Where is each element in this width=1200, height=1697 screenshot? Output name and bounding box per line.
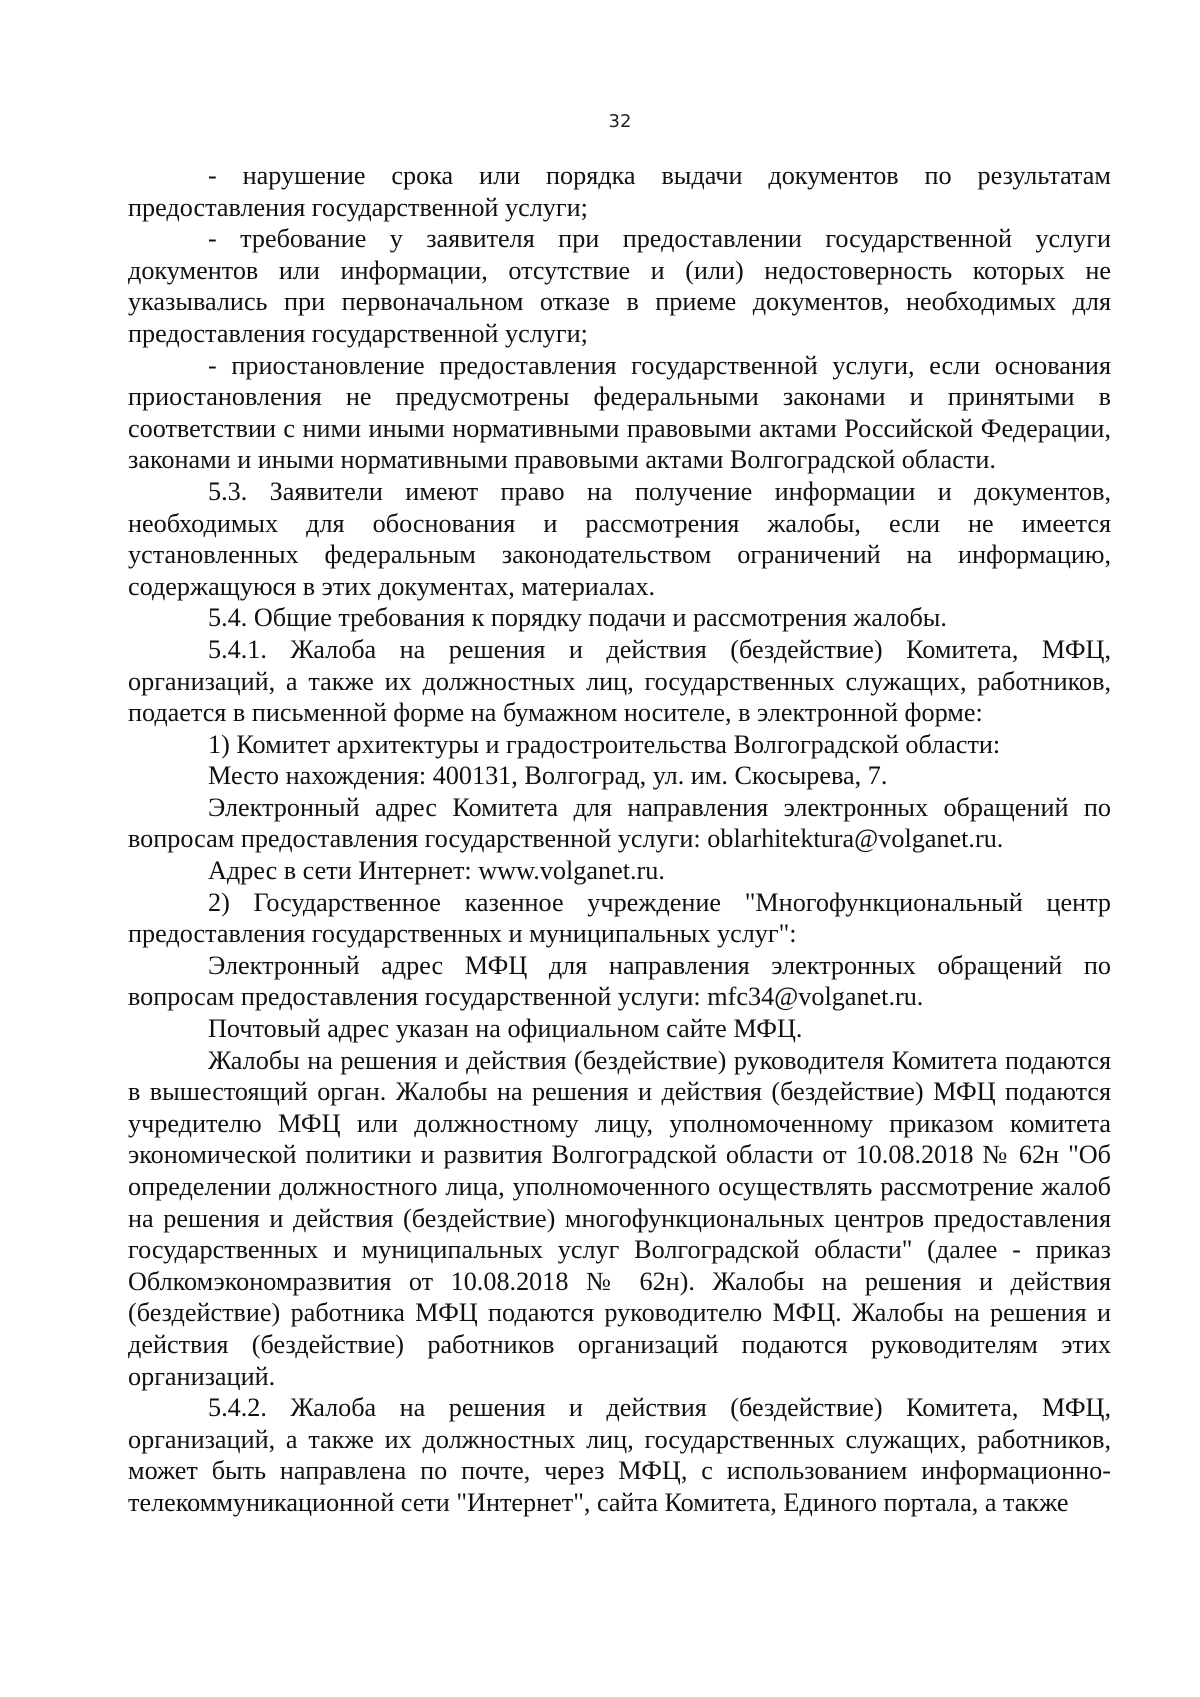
paragraph-requirement-documents: - требование у заявителя при предоставлении государственной услуги документов или информации, отсутствие и (или) недостоверность которых не указывались при первоначальном отказе в приеме документов, необходимых для предоставления государственной услуги; — [128, 224, 1111, 348]
paragraph-5-4-2: 5.4.2. Жалоба на решения и действия (бездействие) Комитета, МФЦ, организаций, а также их должностных лиц, государственных служащих, работников, может быть направлена по почте, через МФЦ, с использованием информационно-телекоммуникационной сети "Интернет", сайта Комитета, Единого портала, а также — [128, 1393, 1111, 1517]
paragraph-violation-issuance: - нарушение срока или порядка выдачи документов по результатам предоставления государственной услуги; — [128, 161, 1111, 222]
paragraph-committee-website: Адрес в сети Интернет: www.volganet.ru. — [208, 856, 665, 886]
paragraph-5-3: 5.3. Заявители имеют право на получение информации и документов, необходимых для обоснования и рассмотрения жалобы, если не имеется установленных федеральным законодательством ограничений на информацию, содержащуюся в этих документах, материалах. — [128, 476, 1111, 601]
paragraph-committee-email: Электронный адрес Комитета для направления электронных обращений по вопросам предоставления государственной услуги: oblarhitektura@volganet.ru. — [128, 792, 1111, 854]
paragraph-mfc-postal: Почтовый адрес указан на официальном сайте МФЦ. — [208, 1014, 803, 1044]
paragraph-suspension: - приостановление предоставления государственной услуги, если основания приостановления не предусмотрены федеральными законами и принятыми в соответствии с ними иными нормативными правовыми актами Российской Федерации, законами и иными нормативными правовыми актами Волгоградской области. — [128, 350, 1111, 475]
paragraph-complaints-routing: Жалобы на решения и действия (бездействие) руководителя Комитета подаются в вышестоящий орган. Жалобы на решения и действия (бездействие) МФЦ подаются учредителю МФЦ или должностному лицу, уполномоченному приказом комитета экономической политики и развития Волгоградской области от 10.08.2018 № 62н "Об определении должностного лица, уполномоченного осуществлять рассмотрение жалоб на решения и действия (бездействие) многофункциональных центров предоставления государственных и муниципальных услуг Волгоградской области" (далее - приказ Облкомэкономразвития от 10.08.2018 № 62н). Жалобы на решения и действия (бездействие) работника МФЦ подаются руководителю МФЦ. Жалобы на решения и действия (бездействие) работников организаций подаются руководителям этих организаций. — [128, 1045, 1111, 1391]
paragraph-mfc-name: 2) Государственное казенное учреждение "Многофункциональный центр предоставления государственных и муниципальных услуг": — [128, 887, 1111, 949]
paragraph-5-4-1: 5.4.1. Жалоба на решения и действия (бездействие) Комитета, МФЦ, организаций, а также их должностных лиц, государственных служащих, работников, подается в письменной форме на бумажном носителе, в электронной форме: — [128, 634, 1111, 728]
paragraph-mfc-email: Электронный адрес МФЦ для направления электронных обращений по вопросам предоставления государственной услуги: mfc34@volganet.ru. — [128, 950, 1111, 1012]
paragraph-5-4: 5.4. Общие требования к порядку подачи и рассмотрения жалобы. — [208, 603, 947, 633]
paragraph-committee-name: 1) Комитет архитектуры и градостроительства Волгоградской области: — [208, 729, 1001, 759]
document-body — [128, 160, 1111, 1519]
page-number: 32 — [608, 111, 632, 132]
paragraph-committee-location: Место нахождения: 400131, Волгоград, ул. им. Скосырева, 7. — [208, 761, 888, 791]
